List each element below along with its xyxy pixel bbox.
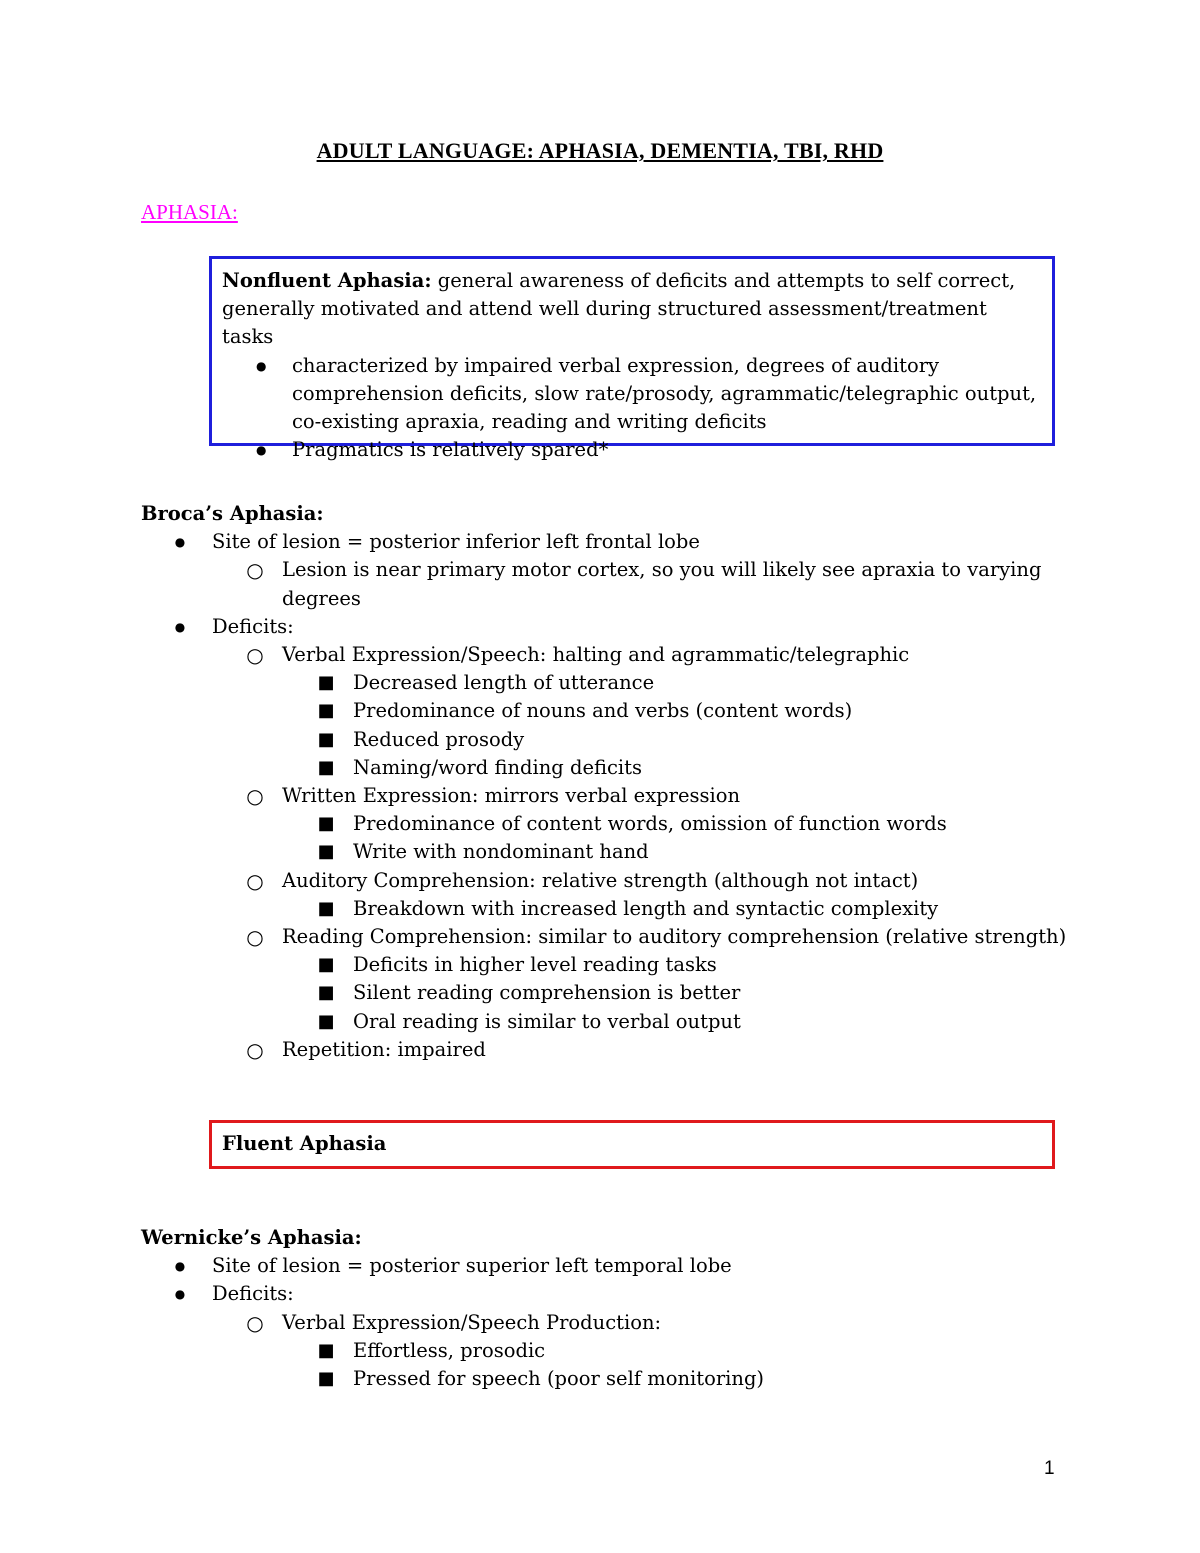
- list-item-text: Verbal Expression/Speech Production:: [282, 1310, 662, 1334]
- list-item: [256, 352, 1042, 437]
- nonfluent-list: [222, 352, 1042, 465]
- list-item-text: Write with nondominant hand: [353, 840, 649, 864]
- circle-bullet-icon: ○: [246, 784, 264, 809]
- bullet-icon: ●: [174, 535, 186, 550]
- square-bullet-icon: ■: [317, 1010, 335, 1032]
- square-bullet-icon: ■: [317, 700, 335, 722]
- circle-bullet-icon: ○: [246, 925, 264, 950]
- list-item: [141, 754, 1081, 782]
- square-bullet-icon: ■: [317, 897, 335, 919]
- list-item: [141, 923, 1081, 951]
- list-item: [141, 613, 1081, 641]
- list-item: [141, 697, 1081, 725]
- list-item: [141, 838, 1081, 866]
- circle-bullet-icon: ○: [246, 643, 264, 668]
- square-bullet-icon: ■: [317, 728, 335, 750]
- bullet-icon: ●: [174, 619, 186, 634]
- list-item-text: Decreased length of utterance: [353, 671, 655, 695]
- list-item: [141, 895, 1081, 923]
- list-item-text: Deficits:: [212, 1282, 294, 1306]
- list-item: [141, 556, 1081, 612]
- square-bullet-icon: ■: [317, 672, 335, 694]
- list-item: [141, 726, 1081, 754]
- list-item-text: Naming/word finding deficits: [353, 755, 643, 779]
- list-item-text: Lesion is near primary motor cortex, so you will likely see apraxia to varying degrees: [282, 558, 1042, 610]
- nonfluent-label: Nonfluent Aphasia: [222, 269, 425, 292]
- nonfluent-intro: [222, 267, 1042, 352]
- list-item: [141, 979, 1081, 1007]
- list-item-text: Reading Comprehension: similar to auditory comprehension (relative strength): [282, 925, 1067, 949]
- bullet-icon: ●: [256, 443, 267, 458]
- circle-bullet-icon: ○: [246, 1310, 264, 1335]
- square-bullet-icon: ■: [317, 1368, 335, 1390]
- list-item: [256, 436, 1042, 464]
- list-item-text: Site of lesion = posterior superior left temporal lobe: [212, 1254, 732, 1278]
- list-item: [141, 867, 1081, 895]
- list-item: [141, 810, 1081, 838]
- list-item-text: Predominance of content words, omission of function words: [353, 812, 947, 836]
- list-item-text: Silent reading comprehension is better: [353, 981, 741, 1005]
- list-item-text: Breakdown with increased length and syntactic complexity: [353, 896, 939, 920]
- list-item: [141, 1036, 1081, 1064]
- bullet-icon: ●: [174, 1259, 186, 1274]
- bullet-icon: ●: [256, 358, 267, 373]
- list-item-text: Repetition: impaired: [282, 1037, 486, 1061]
- list-item-text: Verbal Expression/Speech: halting and agrammatic/telegraphic: [282, 643, 910, 667]
- fluent-label: Fluent Aphasia: [222, 1132, 387, 1155]
- square-bullet-icon: ■: [317, 982, 335, 1004]
- bullet-icon: ●: [174, 1287, 186, 1302]
- list-item-text: Pressed for speech (poor self monitoring): [353, 1367, 765, 1391]
- list-item: [141, 1309, 1081, 1337]
- list-item-text: Reduced prosody: [353, 727, 525, 751]
- list-item: [141, 1008, 1081, 1036]
- broca-section: [141, 500, 1081, 1064]
- list-item: [141, 1337, 1081, 1365]
- circle-bullet-icon: ○: [246, 1037, 264, 1062]
- square-bullet-icon: ■: [317, 756, 335, 778]
- list-item: [141, 782, 1081, 810]
- square-bullet-icon: ■: [317, 1339, 335, 1361]
- circle-bullet-icon: ○: [246, 558, 264, 583]
- list-item: [141, 1280, 1081, 1308]
- page-title: ADULT LANGUAGE: APHASIA, DEMENTIA, TBI, RHD: [316, 138, 884, 163]
- list-item-text: Site of lesion = posterior inferior left frontal lobe: [212, 530, 700, 554]
- list-item-text: Auditory Comprehension: relative strength (although not intact): [282, 868, 919, 892]
- list-item: [141, 1365, 1081, 1393]
- list-item: [141, 951, 1081, 979]
- list-item-text: Effortless, prosodic: [353, 1338, 546, 1362]
- nonfluent-aphasia-box: [209, 256, 1055, 462]
- section-heading-aphasia: APHASIA:: [141, 200, 238, 224]
- list-item-text: Deficits:: [212, 614, 294, 638]
- list-item-text: Pragmatics is relatively spared*: [292, 438, 609, 462]
- square-bullet-icon: ■: [317, 954, 335, 976]
- square-bullet-icon: ■: [317, 841, 335, 863]
- list-item: [141, 528, 1081, 556]
- list-item: [141, 641, 1081, 669]
- list-item-text: Deficits in higher level reading tasks: [353, 953, 717, 977]
- nonfluent-intro-text: general awareness of deficits and attempts to self correct, generally motivated and attend well during structured assessment/treatment tasks: [222, 269, 1016, 349]
- list-item-text: Predominance of nouns and verbs (content words): [353, 699, 853, 723]
- page-number: 1: [1044, 1458, 1055, 1479]
- wernicke-section: [141, 1224, 1081, 1393]
- nonfluent-colon: :: [424, 269, 432, 292]
- list-item-text: Oral reading is similar to verbal output: [353, 1009, 741, 1033]
- list-item: [141, 669, 1081, 697]
- wernicke-heading: Wernicke’s Aphasia:: [141, 1226, 362, 1249]
- broca-heading: Broca’s Aphasia:: [141, 502, 324, 525]
- list-item: [141, 1252, 1081, 1280]
- square-bullet-icon: ■: [317, 813, 335, 835]
- fluent-aphasia-box: [209, 1120, 1055, 1169]
- list-item-text: Written Expression: mirrors verbal expression: [282, 784, 741, 808]
- list-item-text: characterized by impaired verbal expression, degrees of auditory comprehension deficits, slow rate/prosody, agrammatic/telegraphic output, co-existing apraxia, reading and writing deficits: [292, 353, 1037, 434]
- circle-bullet-icon: ○: [246, 868, 264, 893]
